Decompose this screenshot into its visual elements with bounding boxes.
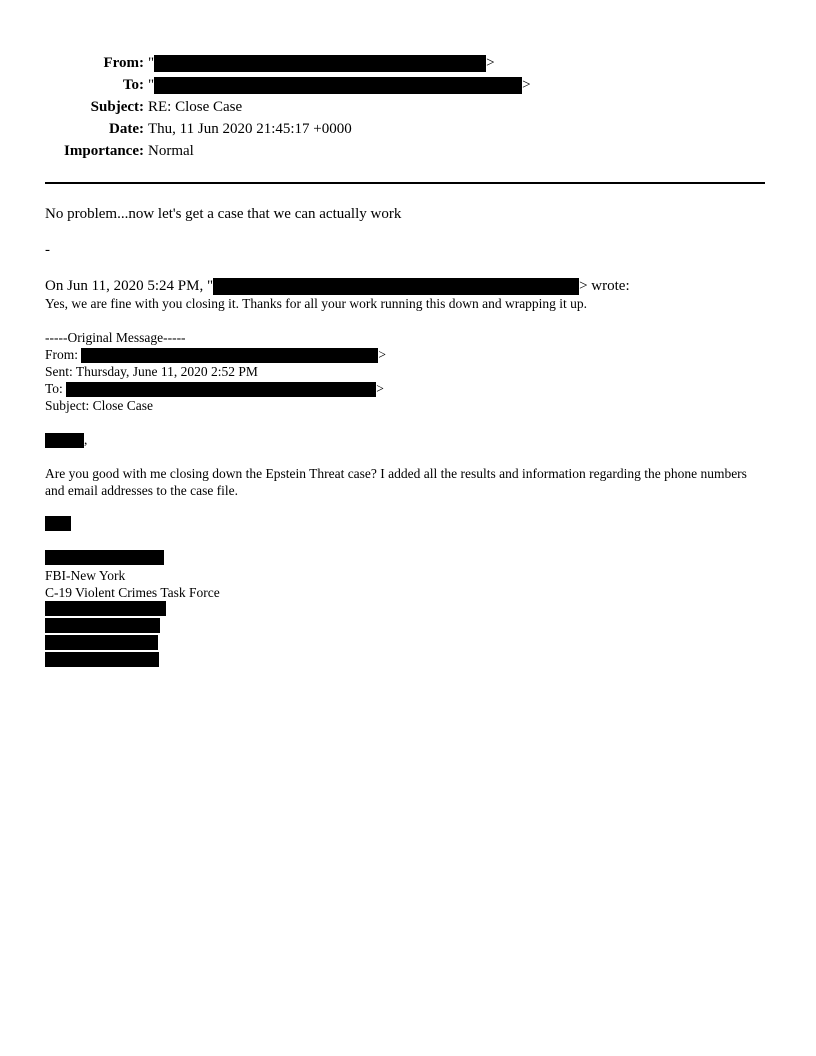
to-open-quote: " <box>148 77 155 93</box>
quoted-body: Yes, we are fine with you closing it. Thanks for all your work running this down and wrapping it up. <box>45 296 588 311</box>
signature-redaction-2 <box>45 618 160 633</box>
signature-office: FBI-New York <box>45 568 126 583</box>
date-value: Thu, 11 Jun 2020 21:45:17 +0000 <box>148 121 352 137</box>
importance-label: Importance: <box>64 143 144 159</box>
greeting-name-redaction <box>45 433 84 448</box>
original-to-label: To: <box>45 381 63 396</box>
original-from-label: From: <box>45 347 79 362</box>
greeting <box>45 431 87 448</box>
from-redaction <box>154 55 486 72</box>
signature-unit: C-19 Violent Crimes Task Force <box>45 585 220 600</box>
from-label: From: <box>103 55 144 71</box>
signoff-redaction <box>45 516 71 531</box>
original-to <box>45 380 384 397</box>
original-from-close: > <box>378 347 387 362</box>
original-to-redaction <box>66 382 376 397</box>
importance-value: Normal <box>148 143 194 159</box>
signature-redaction-3 <box>45 635 158 650</box>
original-to-close: > <box>376 381 384 396</box>
reply-dash: - <box>45 242 50 258</box>
original-marker: -----Original Message----- <box>45 330 186 345</box>
original-from <box>45 346 386 363</box>
header-divider <box>45 182 765 184</box>
to-value <box>148 76 531 94</box>
reply-body: No problem...now let's get a case that we can actually work <box>45 206 402 222</box>
to-label: To: <box>122 77 144 93</box>
to-close-angle: > <box>522 77 531 93</box>
original-subject: Subject: Close Case <box>45 398 153 413</box>
signature-name-redaction <box>45 550 164 565</box>
quoted-sender-redaction <box>213 278 579 295</box>
quoted-intro-prefix: On Jun 11, 2020 5:24 PM, " <box>45 278 214 294</box>
to-redaction <box>154 77 522 94</box>
subject-label: Subject: <box>90 99 144 115</box>
from-value <box>148 54 495 72</box>
greeting-comma: , <box>84 432 88 447</box>
original-sent: Sent: Thursday, June 11, 2020 2:52 PM <box>45 364 258 379</box>
from-open-quote: " <box>148 55 155 71</box>
signature-redaction-4 <box>45 652 159 667</box>
quoted-intro-suffix: > wrote: <box>579 278 630 294</box>
original-from-redaction <box>81 348 378 363</box>
original-body: Are you good with me closing down the Epstein Threat case? I added all the results and information regarding the phone numbers and email addresses to the case file. <box>45 466 747 498</box>
signature-redaction-1 <box>45 601 166 616</box>
subject-value: RE: Close Case <box>148 99 243 115</box>
from-close-angle: > <box>486 55 495 71</box>
date-label: Date: <box>109 121 144 137</box>
quoted-intro <box>45 277 630 295</box>
